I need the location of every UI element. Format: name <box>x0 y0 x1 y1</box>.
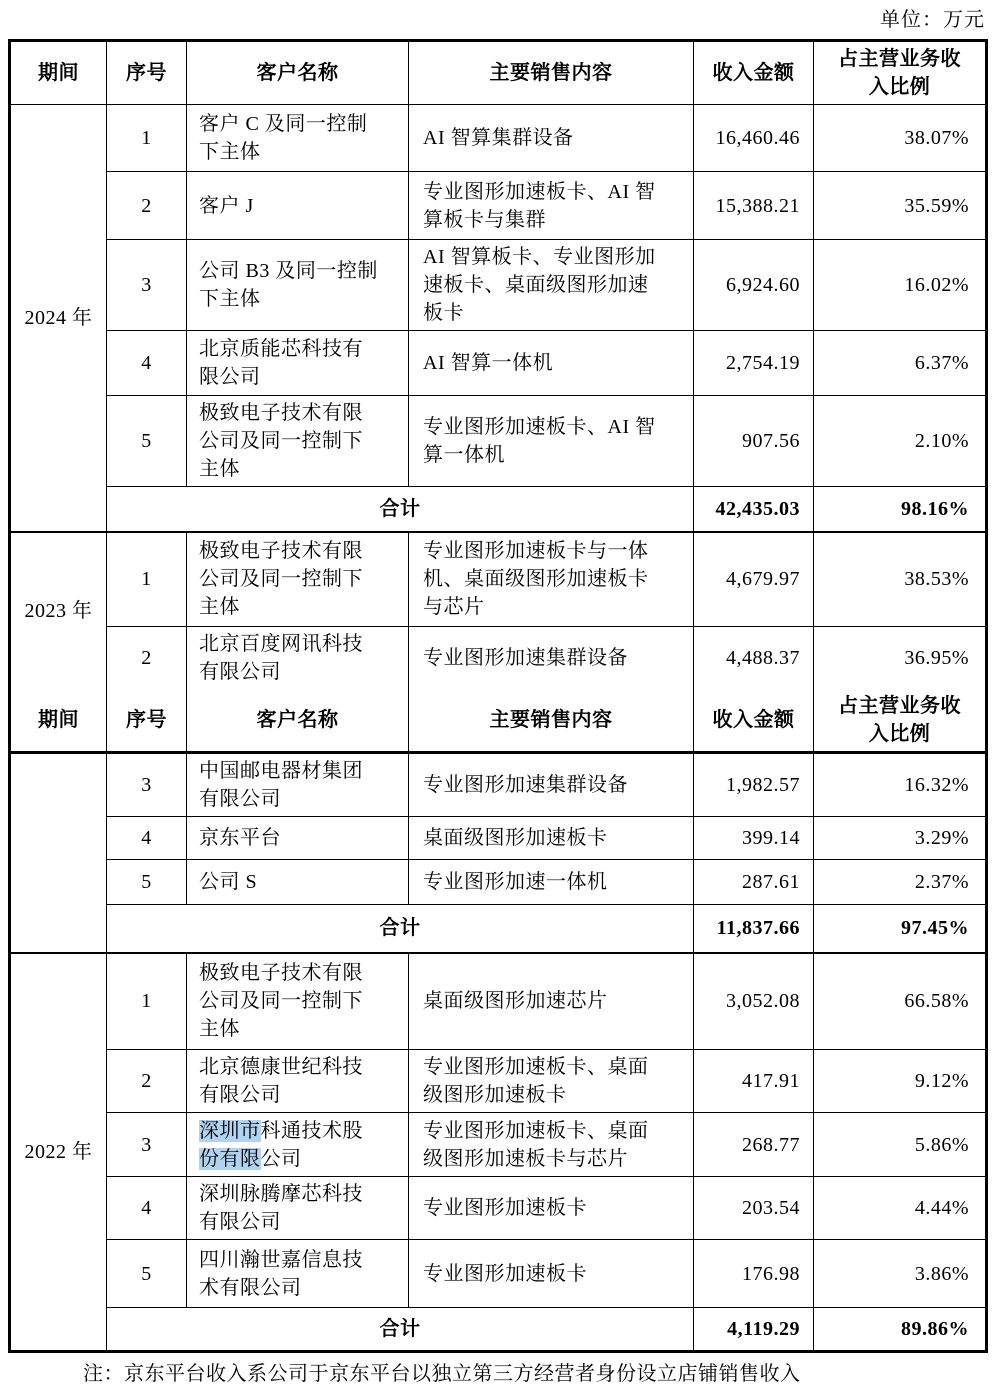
repeat-header-content: 主要销售内容 <box>409 689 694 753</box>
total-row-2023 <box>10 905 987 953</box>
ratio-cell: 36.95% <box>814 627 987 690</box>
sales-content-cell: 专业图形加速一体机 <box>409 860 694 905</box>
table-row <box>10 627 987 690</box>
header-ratio-text: 占主营业务收入比例 <box>838 48 961 98</box>
period-cell-2023-empty <box>10 753 107 953</box>
ratio-cell: 5.86% <box>814 1113 987 1177</box>
repeat-header-revenue: 收入金额 <box>694 689 814 753</box>
customer-name-cell: 北京质能芯科技有限公司 <box>187 331 409 396</box>
sales-content-cell: 专业图形加速集群设备 <box>409 753 694 817</box>
table-row <box>10 172 987 240</box>
customer-name-cell: 客户 C 及同一控制下主体 <box>187 105 409 172</box>
customer-name-cell: 北京德康世纪科技有限公司 <box>187 1050 409 1113</box>
seq-cell: 3 <box>107 753 187 817</box>
seq-cell: 3 <box>107 1113 187 1177</box>
total-row-2022 <box>10 1308 987 1352</box>
table-row <box>10 953 987 1050</box>
selection-highlight: 份有限 <box>199 1147 261 1170</box>
header-customer: 客户名称 <box>187 41 409 105</box>
ratio-cell: 2.37% <box>814 860 987 905</box>
table-row <box>10 532 987 627</box>
sales-content-cell: 专业图形加速板卡、AI 智算一体机 <box>409 396 694 487</box>
period-cell-2024: 2024 年 <box>10 105 107 532</box>
ratio-cell: 3.29% <box>814 817 987 860</box>
total-row-2024 <box>10 487 987 532</box>
header-index: 序号 <box>107 41 187 105</box>
ratio-cell: 38.53% <box>814 532 987 627</box>
repeat-header-index: 序号 <box>107 689 187 753</box>
total-ratio: 89.86% <box>814 1308 987 1352</box>
sales-content-cell: 专业图形加速板卡与一体机、桌面级图形加速板卡与芯片 <box>409 532 694 627</box>
customer-name-cell: 中国邮电器材集团有限公司 <box>187 753 409 817</box>
customer-name-cell <box>187 1113 409 1177</box>
table-row <box>10 860 987 905</box>
total-revenue: 42,435.03 <box>694 487 814 532</box>
ratio-cell: 4.44% <box>814 1177 987 1240</box>
revenue-cell: 203.54 <box>694 1177 814 1240</box>
sales-content-cell: 专业图形加速板卡、桌面级图形加速板卡与芯片 <box>409 1113 694 1177</box>
revenue-cell: 1,982.57 <box>694 753 814 817</box>
header-ratio <box>814 41 987 105</box>
header-row <box>10 41 987 105</box>
revenue-cell: 399.14 <box>694 817 814 860</box>
revenue-cell: 907.56 <box>694 396 814 487</box>
header-period: 期间 <box>10 41 107 105</box>
total-label: 合计 <box>107 1308 694 1352</box>
repeat-header-customer: 客户名称 <box>187 689 409 753</box>
ratio-cell: 2.10% <box>814 396 987 487</box>
seq-cell: 4 <box>107 817 187 860</box>
customer-name-cell: 京东平台 <box>187 817 409 860</box>
ratio-cell: 16.32% <box>814 753 987 817</box>
seq-cell: 5 <box>107 860 187 905</box>
seq-cell: 5 <box>107 396 187 487</box>
revenue-cell: 417.91 <box>694 1050 814 1113</box>
table-row <box>10 331 987 396</box>
sales-content-cell: AI 智算板卡、专业图形加速板卡、桌面级图形加速板卡 <box>409 240 694 331</box>
revenue-cell: 4,488.37 <box>694 627 814 690</box>
sales-content-cell: AI 智算集群设备 <box>409 105 694 172</box>
repeat-header-ratio <box>814 689 987 753</box>
repeat-header-row <box>10 689 987 753</box>
sales-content-cell: 专业图形加速板卡、桌面级图形加速板卡 <box>409 1050 694 1113</box>
revenue-cell: 2,754.19 <box>694 331 814 396</box>
revenue-cell: 15,388.21 <box>694 172 814 240</box>
customer-name-cell: 极致电子技术有限公司及同一控制下主体 <box>187 396 409 487</box>
total-label: 合计 <box>107 905 694 953</box>
seq-cell: 5 <box>107 1240 187 1308</box>
customer-name-cell: 极致电子技术有限公司及同一控制下主体 <box>187 953 409 1050</box>
table-row <box>10 105 987 172</box>
ratio-cell: 16.02% <box>814 240 987 331</box>
ratio-cell: 35.59% <box>814 172 987 240</box>
customer-name-cell: 客户 J <box>187 172 409 240</box>
seq-cell: 1 <box>107 532 187 627</box>
table-row <box>10 1113 987 1177</box>
table-row <box>10 1240 987 1308</box>
unit-label: 单位：万元 <box>880 9 985 31</box>
seq-cell: 4 <box>107 331 187 396</box>
ratio-cell: 6.37% <box>814 331 987 396</box>
total-revenue: 4,119.29 <box>694 1308 814 1352</box>
total-label: 合计 <box>107 487 694 532</box>
seq-cell: 1 <box>107 953 187 1050</box>
table-row <box>10 753 987 817</box>
table-row <box>10 817 987 860</box>
revenue-cell: 6,924.60 <box>694 240 814 331</box>
sales-content-cell: 专业图形加速板卡 <box>409 1177 694 1240</box>
seq-cell: 1 <box>107 105 187 172</box>
table-row <box>10 1177 987 1240</box>
period-cell-2023: 2023 年 <box>10 532 107 690</box>
sales-content-cell: 专业图形加速板卡 <box>409 1240 694 1308</box>
total-revenue: 11,837.66 <box>694 905 814 953</box>
sales-content-cell: 桌面级图形加速芯片 <box>409 953 694 1050</box>
revenue-cell: 268.77 <box>694 1113 814 1177</box>
seq-cell: 4 <box>107 1177 187 1240</box>
customer-name-cell: 极致电子技术有限公司及同一控制下主体 <box>187 532 409 627</box>
revenue-cell: 3,052.08 <box>694 953 814 1050</box>
footnote: 注：京东平台收入系公司于京东平台以独立第三方经营者身份设立店铺销售收入 <box>83 1363 801 1385</box>
top-customers-table <box>8 39 988 1353</box>
total-ratio: 97.45% <box>814 905 987 953</box>
selection-highlight: 深圳市 <box>199 1119 261 1142</box>
total-ratio: 98.16% <box>814 487 987 532</box>
table-row <box>10 240 987 331</box>
sales-content-cell: 专业图形加速集群设备 <box>409 627 694 690</box>
seq-cell: 2 <box>107 627 187 690</box>
repeat-header-ratio-text: 占主营业务收入比例 <box>838 695 961 745</box>
customer-name-cell: 四川瀚世嘉信息技术有限公司 <box>187 1240 409 1308</box>
ratio-cell: 3.86% <box>814 1240 987 1308</box>
customer-name-cell: 北京百度网讯科技有限公司 <box>187 627 409 690</box>
customer-name-cell: 公司 S <box>187 860 409 905</box>
ratio-cell: 66.58% <box>814 953 987 1050</box>
sales-content-cell: 专业图形加速板卡、AI 智算板卡与集群 <box>409 172 694 240</box>
ratio-cell: 9.12% <box>814 1050 987 1113</box>
seq-cell: 2 <box>107 1050 187 1113</box>
customer-name-text: 科通技术股 <box>260 1119 363 1142</box>
table-row <box>10 396 987 487</box>
revenue-cell: 4,679.97 <box>694 532 814 627</box>
table-row <box>10 1050 987 1113</box>
revenue-cell: 176.98 <box>694 1240 814 1308</box>
sales-content-cell: AI 智算一体机 <box>409 331 694 396</box>
period-cell-2022: 2022 年 <box>10 953 107 1352</box>
seq-cell: 3 <box>107 240 187 331</box>
customer-name-cell: 公司 B3 及同一控制下主体 <box>187 240 409 331</box>
header-revenue: 收入金额 <box>694 41 814 105</box>
repeat-header-period: 期间 <box>10 689 107 753</box>
revenue-cell: 16,460.46 <box>694 105 814 172</box>
customer-name-text: 公司 <box>260 1147 302 1170</box>
sales-content-cell: 桌面级图形加速板卡 <box>409 817 694 860</box>
ratio-cell: 38.07% <box>814 105 987 172</box>
revenue-cell: 287.61 <box>694 860 814 905</box>
customer-name-cell: 深圳脉腾摩芯科技有限公司 <box>187 1177 409 1240</box>
header-content: 主要销售内容 <box>409 41 694 105</box>
seq-cell: 2 <box>107 172 187 240</box>
